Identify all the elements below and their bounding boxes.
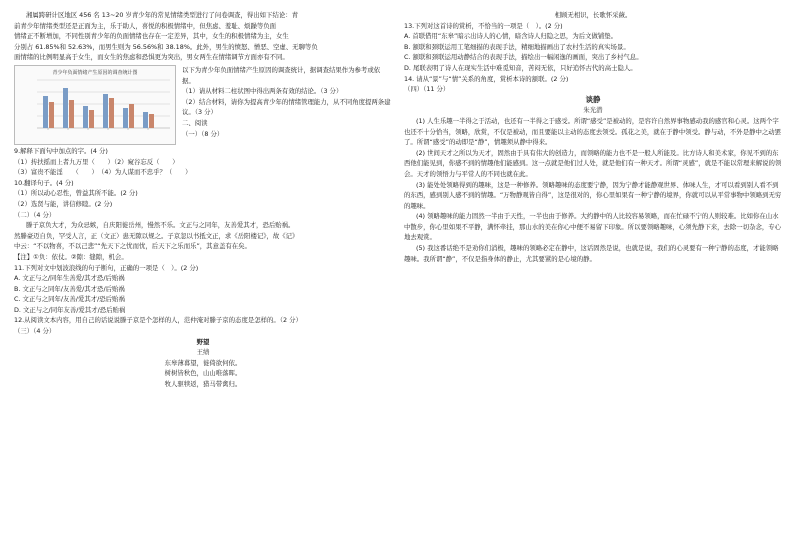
option-line: A. 首联借用“东皋”暗示出诗人的心情，暗含诗人归隐之思，为后文做铺垫。 xyxy=(404,32,618,41)
question-line: （2）结合材料，请你为提高青少年的情绪管理能力，从不同角度提两条建议。（3 分） xyxy=(182,97,391,117)
question-line: 12.从阅读文本内容，用自己的话说说滕子京是个怎样的人，范仲淹对滕子京的态度是怎样的。（2 分） xyxy=(14,316,302,325)
chart-bar xyxy=(109,98,114,128)
chart-x-ticks xyxy=(48,128,148,130)
option-line: A. 文正与之/同年生善爱/其才恐/后贻祸 xyxy=(14,274,125,283)
essay-paragraph: (5) 我这番话绝不是劝你们消极，趣味的领略必定在静中，这话固然是说，也就是说，我们的心灵要有一种宁静的态度，才能领略趣味。我所谓“静”，不仅是指身体的静止，尤其要紧的是心境的静。 xyxy=(404,244,779,263)
poem-line: 东皋薄暮望，徙倚欲何依。 xyxy=(164,358,242,367)
section-heading: （四）（11 分） xyxy=(404,85,450,94)
question-line: （1）所以动心忍性，曾益其所不能。(2 分) xyxy=(14,189,138,198)
chart-bar xyxy=(123,108,128,128)
essay-author: 朱光潜 xyxy=(583,106,603,115)
option-line: B. 颔联和颈联运用工笔细描的表现手法，精细地描画出了农村生活的真实场景。 xyxy=(404,42,630,51)
poem-title: 野望 xyxy=(196,337,210,346)
poem xyxy=(14,337,392,390)
section-heading: （三）（4 分） xyxy=(14,327,56,336)
chart-row xyxy=(14,65,392,145)
text-line: 分别占 61.85%和 52.63%，而男生则为 56.56%和 38.18%。此外，男生的愤怒、憎恶、空虚、无聊等负 xyxy=(14,42,318,51)
survey-chart-svg xyxy=(15,66,175,144)
right-column xyxy=(404,10,782,264)
essay-paragraph: (4) 领略趣味的能力固然一半由于天性，一半也由于修养。大约静中的人比较容易领略，而在忙碌不宁的人则较难。比如你在山水中散步，你心里如果不平静，满怀牵挂，那山水的美在你心中便不易留下印象。所以要领略趣味，心须先静下来，去除一切杂念，专心地去观赏。 xyxy=(404,212,782,242)
poem-line: 树树皆秋色，山山唯落晖。 xyxy=(164,369,242,378)
essay-paragraph: (3) 能处处领略得到的趣味，这是一种修养。领略趣味的态度要宁静，因为宁静才能静观世界、体味人生，才可以看到别人看不到的东西，感到别人感不到的情趣。“万物静观皆自得”，这是很对的，你心里如果有一种宁静的境界，你就可以从平常事物中领略到无穷的趣味。 xyxy=(404,180,782,210)
section-heading: 二、阅读 xyxy=(182,118,208,127)
essay-paragraph: (2) 世间天才之所以为天才，固然由于具有伟大的创造力，而领略的能力也不是一般人所能及。比方诗人和美术家，你见不到的东西他们能见到，你感不到的情趣他们能感到。这一点就是他们过人处，就是他们有一种天才。所谓“灵感”，就是不能以常理来解说的领会。天才的领悟力与平常人的不同也就在此。 xyxy=(404,148,782,178)
chart-bars xyxy=(43,88,154,128)
chart-bar xyxy=(83,106,88,128)
questions-block xyxy=(14,146,392,337)
chart-bar xyxy=(149,114,154,128)
chart-side-text xyxy=(176,65,392,145)
left-column xyxy=(14,10,392,390)
chart-bar xyxy=(63,88,68,128)
text-line: 湘属跨研计区地区 456 名 13~20 岁青少年的常见情绪类型进行了问卷调查，得出如下结论：青 xyxy=(26,11,299,19)
question-line: 11.下列对文中划波浪线的句子断句，正确的一项是（ ）。(2 分) xyxy=(14,263,199,272)
chart-bar xyxy=(49,102,54,128)
text-line: 面情绪的比例明显高于女生，而女生的焦虑和恐惧更为突出，男女两生在情绪调节方面亦有不同。 xyxy=(14,53,289,62)
note-line: 【注】①负：依仗。②隙：缝隙，机会。 xyxy=(14,252,128,261)
poem-line: 相顾无相识，长歌怀采薇。 xyxy=(554,11,632,19)
chart-caption: 青少年负面情绪产生原因的调查统计图 xyxy=(52,69,138,76)
question-line: 10.翻译句子。(4 分) xyxy=(14,178,74,187)
question-line: （2）选贤与能，讲信修睦。(2 分) xyxy=(14,199,113,208)
question-line: 9.解释下面句中加点的字。(4 分) xyxy=(14,146,108,155)
option-line: D. 文正与之/同年友善/爱其才/恐后贻祸 xyxy=(14,305,126,314)
chart-bar xyxy=(43,96,48,128)
text-line: 前青少年情绪类型还是正面为主，乐于助人，喜悦的积极情绪中，但焦虑、羞耻、烦躁等负面 xyxy=(14,21,277,30)
passage-line: 然滕豪迈自负，罕受人言，正（文正）患无隙以规之。子京忽以书抵文正，求《岳阳楼记》，故《记》 xyxy=(14,231,299,240)
passage-line: 中云：“不以物喜，不以己悲”“先天下之忧而忧，后天下之乐而乐”，其意盖有在矣。 xyxy=(14,242,251,251)
passage-line: 滕子京负大才，为众忌嫉，自庆阳徙岳州，慢然不乐。文正与之同年，友善爱其才，恐后贻祸。 xyxy=(26,221,295,230)
question-line: 13.下列对这首诗的赏析，不恰当的一项是（ ）。(2 分) xyxy=(404,21,563,30)
question-line: （3）富贵不能淫 （ ） （4）为人谋而不忠乎？（ ） xyxy=(14,168,192,177)
question-line: （1）抟扶摇而上者九万里（ ）（2）窥谷忘反（ ） xyxy=(14,157,179,166)
section-heading: （二）（4 分） xyxy=(14,210,56,219)
section-heading: （一）（8 分） xyxy=(182,129,224,138)
poem-line: 牧人驱犊返，猎马带禽归。 xyxy=(164,380,242,389)
essay-paragraph: (1) 人生乐趣一半得之于活动，也还有一半得之于感受。所谓“感受”是被动的，是容许自然界事物感动我的感官和心灵。这两个字也还不十分恰当，领略，欣赏，不仅是被动，而且要能以主动的态度去领受。孤花之美，就在于静中领受。静与动，不外是静中之动罢了。所谓“感受”的动即是“静”，情趣须从静中得来。 xyxy=(404,116,782,147)
chart-bar xyxy=(103,94,108,128)
question-line: 14. 请从“景”与“情”关系的角度，赏析本诗的颔联。(2 分) xyxy=(404,74,569,83)
poem-author: 王绩 xyxy=(196,348,210,357)
survey-chart xyxy=(14,65,176,145)
question-line: （1）请从材料二柱状图中得出两条有效的结论。（3 分） xyxy=(182,87,343,96)
chart-bar xyxy=(89,110,94,128)
option-line: C. 颔联和颈联运用动静结合的表现手法，描绘出一幅闲逸的画面，突出了乡村气息。 xyxy=(404,53,643,62)
chart-bar xyxy=(69,100,74,128)
option-line: D. 尾联表明了诗人在现实生活中难觅知音，苦闷无依，只好追怀古代的高士隐人。 xyxy=(404,63,637,72)
option-line: C. 文正与之同年/友善/爱其才/恐后贻祸 xyxy=(14,295,125,304)
chart-bar xyxy=(129,104,134,128)
text-line: 情绪正不断增加，不同性别青少年的负面情绪也存在一定差异，其中，女生的积极情绪为主，女生 xyxy=(14,32,289,41)
option-line: B. 文正与之同年/友善爱/其才恐/后贻祸 xyxy=(14,284,125,293)
text-line: 以下为青少年负面情绪产生原因的调查统计，据调查结果作为参考或依据。 xyxy=(182,65,381,85)
chart-bar xyxy=(143,112,148,128)
essay-title: 谈静 xyxy=(585,94,601,104)
survey-intro xyxy=(14,10,392,63)
